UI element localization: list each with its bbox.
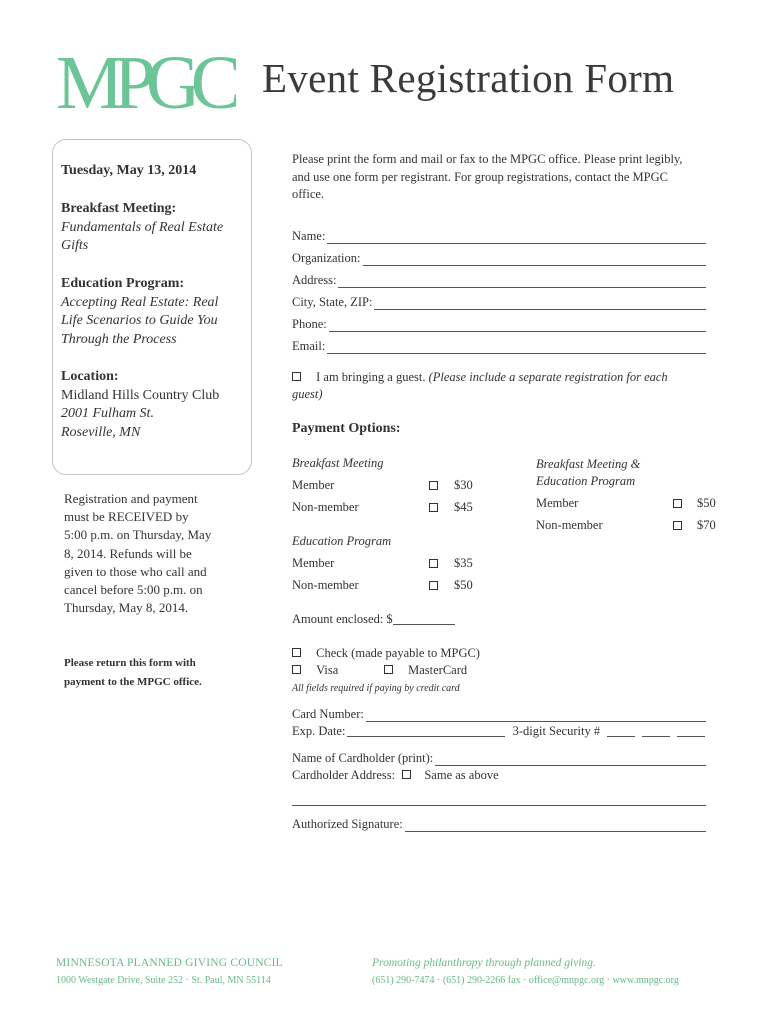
education-member-checkbox[interactable] [429, 559, 438, 568]
organization-line[interactable] [363, 252, 707, 266]
combo-nonmember-label: Non-member [536, 518, 603, 532]
mastercard-option [384, 663, 467, 678]
exp-date-label: Exp. Date: [292, 724, 346, 738]
breakfast-member-price: $30 [454, 478, 473, 492]
same-as-above-checkbox[interactable] [402, 770, 411, 779]
instructions-line: Please print the form and mail or fax to the MPGC office. Please print legibly, [292, 152, 683, 166]
deadline-line: Thursday, May 8, 2014. [64, 600, 189, 616]
card-number-field[interactable] [292, 700, 706, 722]
city-state-zip-field[interactable] [292, 288, 706, 310]
footer-tagline: Promoting philanthropy through planned giving. [372, 957, 596, 969]
guest-note-continued: guest) [292, 387, 323, 401]
mastercard-label: MasterCard [408, 663, 468, 677]
visa-checkbox[interactable] [292, 665, 301, 674]
education-topic-line: Through the Process [61, 331, 177, 347]
visa-option [292, 663, 338, 678]
cardholder-name-field[interactable] [292, 744, 706, 766]
deadline-line: must be RECEIVED by [64, 509, 189, 525]
location-street: 2001 Fulham St. [61, 406, 154, 421]
breakfast-member-checkbox[interactable] [429, 481, 438, 490]
security-digit-line[interactable] [642, 725, 670, 737]
address-field[interactable] [292, 266, 706, 288]
guest-label: I am bringing a guest. [316, 370, 426, 384]
email-field[interactable] [292, 332, 706, 354]
organization-field[interactable] [292, 244, 706, 266]
check-option [292, 646, 480, 661]
location-info [61, 368, 247, 442]
guest-checkbox[interactable] [292, 372, 301, 381]
education-nonmember-label: Non-member [292, 578, 359, 592]
organization-label: Organization: [292, 251, 361, 265]
return-line: payment to the MPGC office. [64, 675, 202, 688]
email-label: Email: [292, 339, 326, 353]
amount-enclosed-line[interactable] [393, 613, 455, 625]
exp-security-row [292, 724, 712, 739]
form-instructions [292, 151, 732, 204]
email-line[interactable] [327, 340, 706, 354]
combo-nonmember-checkbox[interactable] [673, 521, 682, 530]
signature-line[interactable] [405, 818, 706, 832]
combo-nonmember-price: $70 [697, 518, 716, 532]
education-topic-line: Accepting Real Estate: Real [61, 294, 219, 310]
city-state-zip-line[interactable] [374, 296, 706, 310]
mastercard-checkbox[interactable] [384, 665, 393, 674]
deadline-line: Registration and payment [64, 491, 198, 506]
cardholder-address-row [292, 768, 499, 783]
footer-org-name: MINNESOTA PLANNED GIVING COUNCIL [56, 957, 283, 969]
return-line: Please return this form with [64, 657, 196, 669]
card-number-line[interactable] [366, 708, 706, 722]
education-program-title: Education Program [292, 534, 392, 548]
education-heading: Education Program: [61, 276, 185, 291]
security-digit-line[interactable] [607, 725, 635, 737]
deadline-line: cancel before 5:00 p.m. on [64, 582, 203, 598]
signature-label: Authorized Signature: [292, 817, 403, 831]
event-date: Tuesday, May 13, 2014 [61, 163, 197, 178]
deadline-line: given to those who call and [64, 563, 207, 579]
breakfast-meeting-info [61, 200, 247, 256]
education-nonmember-checkbox[interactable] [429, 581, 438, 590]
breakfast-topic-line: Gifts [61, 238, 89, 253]
combo-member-label: Member [536, 496, 579, 510]
combo-member-checkbox[interactable] [673, 499, 682, 508]
footer-org-address: 1000 Westgate Drive, Suite 252 · St. Paul, MN 55114 [56, 975, 271, 986]
svg-text:MPGC: MPGC [56, 44, 232, 116]
check-checkbox[interactable] [292, 648, 301, 657]
breakfast-topic-line: Fundamentals of Real Estate [61, 219, 224, 235]
address-label: Address: [292, 273, 337, 287]
location-venue: Midland Hills Country Club [61, 387, 220, 403]
name-line[interactable] [327, 230, 706, 244]
return-instructions [64, 654, 244, 691]
check-label: Check (made payable to MPGC) [316, 646, 480, 660]
breakfast-member-label: Member [292, 478, 335, 492]
breakfast-nonmember-price: $45 [454, 500, 473, 514]
location-city: Roseville, MN [61, 424, 141, 440]
amount-enclosed-label: Amount enclosed: $ [292, 612, 393, 626]
combo-member-price: $50 [697, 496, 716, 510]
amount-enclosed-field[interactable] [292, 612, 455, 627]
education-member-label: Member [292, 556, 335, 570]
footer-contact: (651) 290-7474 · (651) 290-2266 fax · office@mnpgc.org · www.mnpgc.org [372, 975, 679, 986]
security-label: 3-digit Security # [512, 724, 601, 738]
exp-date-line[interactable] [347, 725, 505, 737]
combo-title-line: Breakfast Meeting & [536, 457, 641, 471]
page-title: Event Registration Form [262, 55, 675, 101]
education-program-info [61, 275, 247, 349]
cardholder-name-label: Name of Cardholder (print): [292, 751, 434, 765]
signature-field[interactable] [292, 810, 706, 832]
cardholder-address-label: Cardholder Address: [292, 768, 396, 782]
address-line[interactable] [338, 274, 706, 288]
visa-label: Visa [316, 663, 339, 677]
name-field[interactable] [292, 222, 706, 244]
security-digit-line[interactable] [677, 725, 705, 737]
phone-label: Phone: [292, 317, 327, 331]
breakfast-nonmember-checkbox[interactable] [429, 503, 438, 512]
breakfast-heading: Breakfast Meeting: [61, 201, 177, 216]
mpgc-logo [56, 44, 236, 116]
city-state-zip-label: City, State, ZIP: [292, 295, 373, 309]
breakfast-nonmember-label: Non-member [292, 500, 359, 514]
phone-field[interactable] [292, 310, 706, 332]
instructions-line: office. [292, 187, 325, 201]
name-label: Name: [292, 229, 326, 243]
guest-option [292, 370, 668, 385]
instructions-line: and use one form per registrant. For group registrations, contact the MPGC [292, 169, 668, 184]
education-topic-line: Life Scenarios to Guide You [61, 313, 218, 328]
deadline-notice [64, 490, 244, 617]
guest-note: (Please include a separate registration for each [428, 370, 668, 384]
phone-line[interactable] [329, 318, 706, 332]
same-as-above-label: Same as above [424, 768, 499, 782]
location-heading: Location: [61, 369, 119, 384]
deadline-line: 5:00 p.m. on Thursday, May [64, 527, 212, 543]
deadline-line: 8, 2014. Refunds will be [64, 545, 192, 561]
card-number-label: Card Number: [292, 707, 364, 721]
cardholder-address-line[interactable] [292, 805, 706, 806]
education-nonmember-price: $50 [454, 578, 473, 592]
payment-options-heading: Payment Options: [292, 421, 401, 436]
education-member-price: $35 [454, 556, 473, 570]
breakfast-meeting-title: Breakfast Meeting [292, 456, 384, 470]
credit-card-note: All fields required if paying by credit card [292, 683, 460, 694]
cardholder-name-line[interactable] [435, 752, 706, 766]
combo-title-line: Education Program [536, 474, 636, 488]
